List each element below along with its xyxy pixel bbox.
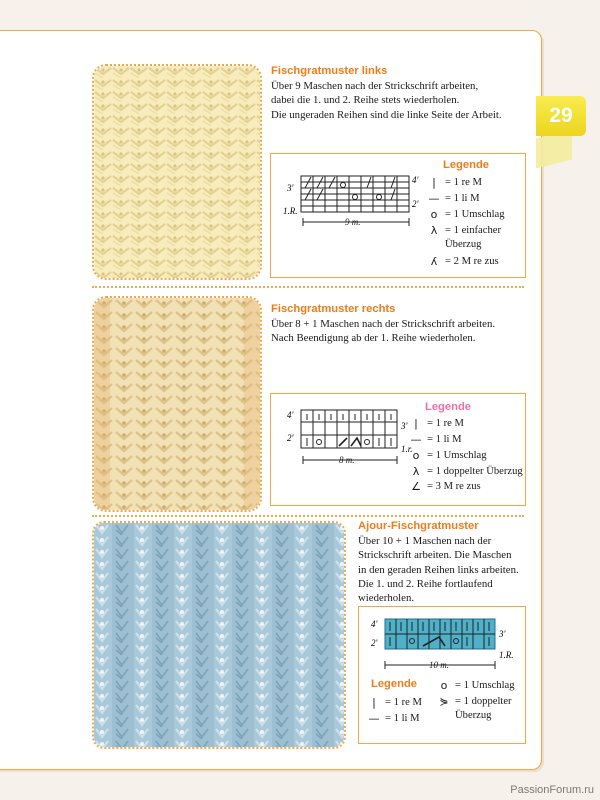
purl-stitch-icon: — xyxy=(410,433,422,446)
section3-line: wiederholen. xyxy=(358,592,415,605)
chart-row-label: 3' xyxy=(401,421,408,431)
chart-row-label: 2' xyxy=(412,199,419,209)
yarn-over-icon: o xyxy=(430,208,438,221)
swatch-photo-ajour-fischgrat xyxy=(92,521,346,749)
chart-row-label: 3' xyxy=(287,183,294,193)
chart-row-label: 4' xyxy=(287,410,294,420)
section2-knitting-chart xyxy=(281,404,421,484)
chart-row-label: 3' xyxy=(499,629,506,639)
legend-text: Überzug xyxy=(455,710,492,721)
legend-item xyxy=(409,449,487,462)
legend-text: = 1 Umschlag xyxy=(445,209,505,220)
chart-width-label: 10 m. xyxy=(429,660,449,670)
section1-chart-legend-box xyxy=(270,153,526,278)
section1-title: Fischgratmuster links xyxy=(271,65,388,77)
section1-line: dabei die 1. und 2. Reihe stets wiederholen. xyxy=(271,94,460,107)
legend-text: = 1 re M xyxy=(385,697,422,708)
knit-stitch-icon: | xyxy=(372,696,376,709)
section3-line: Die 1. und 2. Reihe fortlaufend xyxy=(358,577,493,590)
chart-row-label: 1.r. xyxy=(401,444,413,454)
legend-item xyxy=(427,176,482,189)
legend-text: = 1 Umschlag xyxy=(427,450,487,461)
swatch-photo-fischgrat-rechts xyxy=(92,296,262,512)
legend-item xyxy=(427,208,505,221)
legend-text: = 1 doppelter xyxy=(455,696,512,707)
section1-line: Die ungeraden Reihen sind die linke Seite der Arbeit. xyxy=(271,108,502,121)
section2-legend-title: Legende xyxy=(425,401,472,413)
section2-line: Nach Beendigung ab der 1. Reihe wiederholen. xyxy=(271,332,476,345)
legend-item xyxy=(409,417,464,430)
watermark: PassionForum.ru xyxy=(510,784,594,796)
legend-item xyxy=(427,192,480,205)
legend-text: = 1 Umschlag xyxy=(455,680,515,691)
chart-row-label: 1.R. xyxy=(499,650,514,660)
legend-text: = 1 einfacher xyxy=(445,225,501,236)
legend-text: = 1 re M xyxy=(445,177,482,188)
knit-stitch-icon: | xyxy=(414,417,418,430)
yarn-over-icon: o xyxy=(412,449,420,462)
section3-chart-legend-box xyxy=(358,606,526,744)
legend-text: Überzug xyxy=(445,239,482,250)
chart-width-label: 9 m. xyxy=(345,217,361,227)
section3-text xyxy=(358,534,519,605)
legend-text: = 1 li M xyxy=(445,193,480,204)
section1-text xyxy=(271,79,502,122)
section3-line: Über 10 + 1 Maschen nach der xyxy=(358,535,492,547)
legend-item xyxy=(427,224,501,237)
double-decrease-icon: λ xyxy=(412,465,420,478)
k3tog-icon: ∠ xyxy=(411,480,421,493)
chart-row-label: 1.R. xyxy=(283,206,298,216)
section1-legend-title: Legende xyxy=(443,159,490,171)
section1-line: Über 9 Maschen nach der Strickschrift arbeiten, xyxy=(271,80,479,92)
section3-line: in den geraden Reihen links arbeiten. xyxy=(358,563,519,576)
section-divider xyxy=(92,515,524,517)
chart-width-label: 8 m. xyxy=(339,455,355,465)
section2-title: Fischgratmuster rechts xyxy=(271,303,396,315)
legend-item xyxy=(427,255,499,268)
page-number: 29 xyxy=(549,104,573,127)
section-divider xyxy=(92,286,524,288)
legend-text: = 1 li M xyxy=(427,434,462,445)
chart-row-label: 4' xyxy=(371,619,378,629)
yarn-over-icon: o xyxy=(440,679,448,692)
double-decrease-icon: ⋟ xyxy=(439,695,449,708)
legend-item xyxy=(367,696,422,709)
section3-title: Ajour-Fischgratmuster xyxy=(358,520,479,532)
section3-legend-title: Legende xyxy=(371,678,418,690)
legend-text: = 2 M re zus xyxy=(445,256,499,267)
legend-item xyxy=(437,710,491,721)
chart-row-label: 2' xyxy=(371,638,378,648)
legend-text: = 1 doppelter Überzug xyxy=(427,466,523,477)
section1-knitting-chart xyxy=(281,166,421,256)
skp-decrease-icon: λ xyxy=(430,224,438,237)
legend-item xyxy=(409,480,481,493)
legend-item xyxy=(437,679,515,692)
swatch-photo-fischgrat-links xyxy=(92,64,262,280)
section2-text xyxy=(271,317,495,346)
section2-chart-legend-box xyxy=(270,393,526,506)
purl-stitch-icon: — xyxy=(368,712,380,725)
legend-text: = 1 re M xyxy=(427,418,464,429)
knit-stitch-icon: | xyxy=(432,176,436,189)
section2-line: Über 8 + 1 Maschen nach der Strickschrift arbeiten. xyxy=(271,318,496,330)
chart-row-label: 4' xyxy=(412,175,419,185)
chart-row-label: 2' xyxy=(287,433,294,443)
legend-text: = 3 M re zus xyxy=(427,481,481,492)
legend-item xyxy=(367,712,420,725)
purl-stitch-icon: — xyxy=(428,192,440,205)
legend-item xyxy=(409,465,523,478)
legend-item xyxy=(437,695,512,708)
section3-knitting-chart xyxy=(363,611,523,677)
legend-item xyxy=(427,239,481,250)
legend-item xyxy=(409,433,462,446)
section3-line: Strickschrift arbeiten. Die Maschen xyxy=(358,549,512,562)
legend-text: = 1 li M xyxy=(385,713,420,724)
k2tog-icon: ʎ xyxy=(430,255,438,268)
